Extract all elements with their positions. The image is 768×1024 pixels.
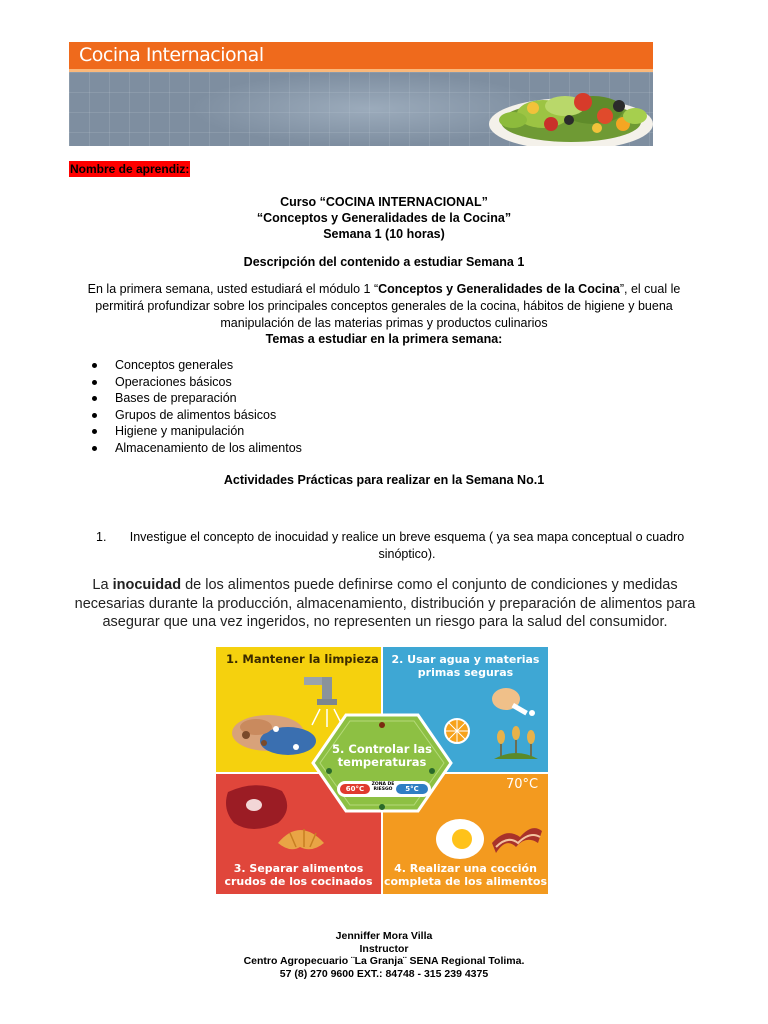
instructor-role: Instructor (359, 942, 409, 955)
footer-signature (0, 930, 768, 980)
separate-foods-label-line2: crudos de los cocinados (224, 875, 373, 888)
description-heading: Descripción del contenido a estudiar Semana 1 (243, 255, 525, 269)
topics-heading: Temas a estudiar en la primera semana: (265, 332, 503, 346)
thermometer-low-label: 60°C (345, 785, 365, 793)
temperature-label-line2: temperaturas (337, 755, 427, 769)
bullet-icon (92, 413, 97, 418)
description-text-end: ”, el cual le permitirá profundizar sobre los principales conceptos generales de la cocina, hábitos de higiene y buena manipulación de las materias primas y productos culinarios (95, 282, 681, 330)
description-text-start: En la primera semana, usted estudiará el módulo 1 “ (87, 282, 379, 296)
infographic-illustrations (216, 647, 548, 894)
header-banner (69, 42, 653, 146)
cooking-temperature-label: 70°C (506, 777, 539, 792)
contact-phone: 57 (8) 270 9600 EXT.: 84748 - 315 239 4375 (279, 967, 489, 980)
cooking-label-line2: completa de los alimentos (383, 875, 548, 888)
food-safety-infographic (216, 647, 548, 894)
separate-foods-label-line1: 3. Separar alimentos (233, 862, 364, 875)
description-paragraph (70, 281, 698, 332)
bullet-icon (92, 429, 97, 434)
safe-water-label-line1: 2. Usar agua y materias (391, 653, 540, 666)
temperature-label-line1: 5. Controlar las (332, 742, 432, 756)
orange-slice-icon (445, 719, 469, 743)
thermometer-zone-label-line1: ZONA DE (371, 782, 395, 787)
wheat-icon (494, 726, 538, 759)
bullet-icon (92, 396, 97, 401)
hands-washing-icon (232, 715, 316, 755)
inocuidad-text-end: de los alimentos puede definirse como el conjunto de condiciones y medidas necesarias durante la producción, almacenamiento, distribución y preparación de alimentos para asegurar que una vez ingeridos, no representen un riesgo para la salud del consumidor. (74, 577, 696, 630)
activity-item-1 (96, 529, 696, 563)
description-text-bold: Conceptos y Generalidades de la Cocina (378, 282, 620, 296)
course-title: Curso “COCINA INTERNACIONAL” (280, 195, 488, 209)
croissant-icon (278, 829, 324, 849)
training-center: Centro Agropecuario ¨La Granja¨ SENA Regional Tolima. (243, 955, 525, 968)
apprentice-name-label: Nombre de aprendiz: (70, 162, 190, 176)
inocuidad-paragraph (70, 576, 700, 632)
faucet-icon (304, 677, 342, 727)
bullet-icon (92, 446, 97, 451)
bacon-icon (492, 828, 542, 853)
week-title: Semana 1 (10 horas) (323, 227, 445, 241)
activities-heading: Actividades Prácticas para realizar en la Semana No.1 (223, 473, 545, 487)
inocuidad-text-start: La (92, 577, 113, 593)
cleanliness-label: 1. Mantener la limpieza (226, 652, 379, 666)
activity-number: 1. (96, 530, 107, 544)
banner-title: Cocina Internacional (79, 44, 264, 66)
bullet-icon (92, 363, 97, 368)
activity-text: Investigue el concepto de inocuidad y realice un breve esquema ( ya sea mapa conceptual o cuadro sinóptico). (129, 530, 685, 561)
module-title: “Conceptos y Generalidades de la Cocina” (256, 211, 512, 225)
thermometer-zone-label-line2: RIESGO (373, 787, 393, 792)
instructor-name: Jenniffer Mora Villa (335, 930, 433, 942)
banner-title-bar (69, 42, 653, 69)
thermometer-high-label: 5°C (405, 785, 419, 793)
inocuidad-term: inocuidad (112, 577, 182, 593)
salad-bowl-image (473, 72, 653, 146)
bullet-icon (92, 380, 97, 385)
raw-meat-icon (226, 785, 287, 829)
safe-water-label-line2: primas seguras (417, 666, 514, 679)
fried-egg-icon (436, 819, 484, 859)
cooking-label-line1: 4. Realizar una cocción (394, 862, 537, 875)
chicken-leg-icon (492, 688, 535, 716)
